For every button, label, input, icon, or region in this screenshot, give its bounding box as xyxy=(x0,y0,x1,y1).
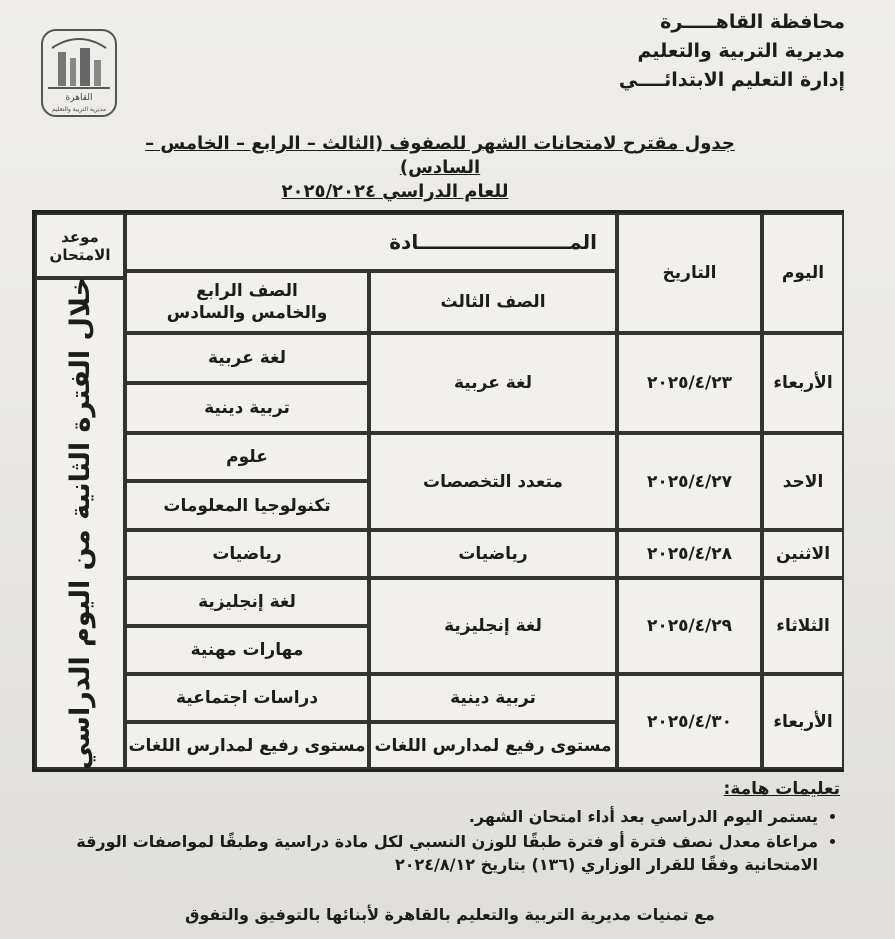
row-3-day: الاثنين xyxy=(762,530,844,578)
row-1-date: ٢٠٢٥/٤/٢٣ xyxy=(617,333,762,433)
row-3-date: ٢٠٢٥/٤/٢٨ xyxy=(617,530,762,578)
closing-wishes: مع تمنيات مديرية التربية والتعليم بالقاهرة لأبنائها بالتوفيق والتفوق xyxy=(185,905,715,924)
document-title xyxy=(120,132,760,204)
row-2-day: الاحد xyxy=(762,433,844,530)
row-5-day: الأربعاء xyxy=(762,674,844,769)
instruction-item: • يستمر اليوم الدراسي بعد أداء امتحان الشهر. xyxy=(50,805,818,828)
letterhead xyxy=(515,8,845,95)
instructions-heading: تعليمات هامة: xyxy=(723,779,840,799)
row-1-grade-456-b: تربية دينية xyxy=(125,383,369,433)
header-grade-3: الصف الثالث xyxy=(369,271,617,333)
exam-time-vertical-note xyxy=(35,278,125,769)
row-3-grade-456: رياضيات xyxy=(125,530,369,578)
governorate-line: محافظة القاهـــــرة xyxy=(660,11,845,33)
row-5-date: ٢٠٢٥/٤/٣٠ xyxy=(617,674,762,769)
header-subject: المــــــــــــــــــــــادة xyxy=(125,213,617,271)
instruction-item: • مراعاة معدل نصف فترة أو فترة طبقًا للوزن النسبي لكل مادة دراسية وطبقًا لمواصفات الورقة الامتحانية وفقًا للقرار الوزاري (١٣٦) بتاريخ ٢٠٢٤/٨/١٢ xyxy=(50,830,818,876)
exam-schedule-table xyxy=(32,210,844,772)
row-2-grade-456-b: تكنولوجيا المعلومات xyxy=(125,481,369,530)
header-day: اليوم xyxy=(762,213,844,333)
header-exam-time: موعد الامتحان xyxy=(35,213,125,278)
row-4-grade-3: لغة إنجليزية xyxy=(369,578,617,674)
row-2-grade-3: متعدد التخصصات xyxy=(369,433,617,530)
row-4-grade-456-b: مهارات مهنية xyxy=(125,626,369,674)
header-grade-4-5-6: الصف الرابع والخامس والسادس xyxy=(125,271,369,333)
header-date: التاريخ xyxy=(617,213,762,333)
logo-text-2: مديرية التربية والتعليم xyxy=(51,106,107,113)
row-5-grade-3-a: تربية دينية xyxy=(369,674,617,722)
row-2-grade-456-a: علوم xyxy=(125,433,369,481)
logo-text-1: القاهرة xyxy=(65,93,93,103)
row-1-grade-3: لغة عربية xyxy=(369,333,617,433)
title-line-1: جدول مقترح لامتحانات الشهر للصفوف (الثالث – الرابع – الخامس – السادس) xyxy=(145,133,735,178)
instructions-section xyxy=(50,778,840,878)
instructions-list xyxy=(50,805,840,876)
row-4-grade-456-a: لغة إنجليزية xyxy=(125,578,369,626)
row-4-day: الثلاثاء xyxy=(762,578,844,674)
row-4-date: ٢٠٢٥/٤/٢٩ xyxy=(617,578,762,674)
row-5-grade-456-a: دراسات اجتماعية xyxy=(125,674,369,722)
row-3-grade-3: رياضيات xyxy=(369,530,617,578)
row-2-date: ٢٠٢٥/٤/٢٧ xyxy=(617,433,762,530)
row-1-day: الأربعاء xyxy=(762,333,844,433)
directorate-logo xyxy=(40,28,118,118)
row-5-grade-3-b: مستوى رفيع لمدارس اللغات xyxy=(369,722,617,769)
directorate-line: مديرية التربية والتعليم xyxy=(637,40,845,62)
row-5-grade-456-b: مستوى رفيع لمدارس اللغات xyxy=(125,722,369,769)
title-line-2: للعام الدراسي ٢٠٢٥/٢٠٢٤ xyxy=(281,181,509,202)
row-1-grade-456-a: لغة عربية xyxy=(125,333,369,383)
vertical-note-text: خلال الفترة الثانية من اليوم الدراسي xyxy=(64,277,96,770)
administration-line: إدارة التعليم الابتدائــــي xyxy=(618,69,845,91)
